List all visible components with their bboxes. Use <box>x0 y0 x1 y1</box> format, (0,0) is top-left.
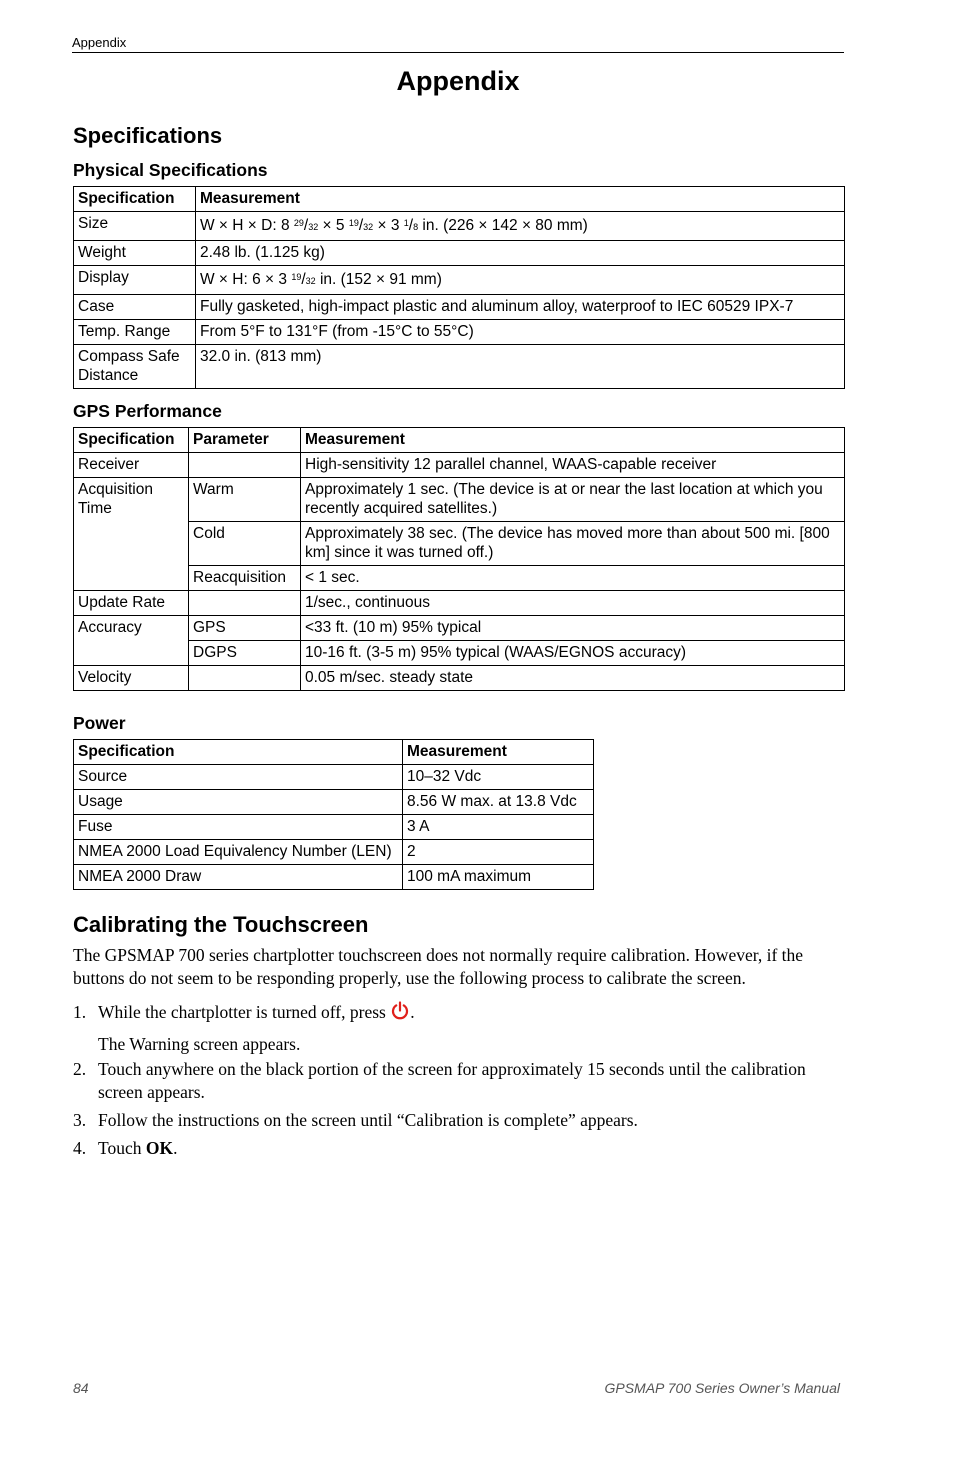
step-text: While the chartplotter is turned off, press <box>98 1002 391 1022</box>
gps-performance-heading: GPS Performance <box>73 401 222 421</box>
step-number: 2. <box>73 1059 87 1079</box>
spec-cell: Usage <box>74 790 403 815</box>
spec-cell: NMEA 2000 Draw <box>74 865 403 890</box>
measurement-cell: 10–32 Vdc <box>403 765 594 790</box>
spec-cell: Fuse <box>74 815 403 840</box>
table-row <box>74 453 845 478</box>
ok-label: OK <box>145 1138 174 1158</box>
table-row <box>74 478 845 522</box>
measurement-cell: 0.05 m/sec. steady state <box>301 666 845 691</box>
measurement-cell: 2 <box>403 840 594 865</box>
measurement-cell: 1/sec., continuous <box>301 591 845 616</box>
step-3 <box>73 1109 833 1132</box>
table-row <box>74 212 845 241</box>
measurement-cell: 32.0 in. (813 mm) <box>196 345 845 389</box>
measurement-cell: From 5°F to 131°F (from -15°C to 55°C) <box>196 320 845 345</box>
spec-cell: Size <box>74 212 196 241</box>
measurement-cell: Approximately 1 sec. (The device is at or near the last location at which you recently acquired satellites.) <box>301 478 845 522</box>
physical-specs-table <box>73 186 845 389</box>
specifications-heading: Specifications <box>73 123 223 148</box>
table-row <box>74 566 845 591</box>
column-header: Measurement <box>301 428 845 453</box>
table-header-row <box>74 187 845 212</box>
param-cell <box>189 591 301 616</box>
page-title: Appendix <box>396 66 520 96</box>
measurement-cell: Approximately 38 sec. (The device has moved more than about 500 mi. [800 km] since it was turned off.) <box>301 522 845 566</box>
measurement-cell: 3 A <box>403 815 594 840</box>
table-header-row <box>74 428 845 453</box>
step-text: Touch anywhere on the black portion of the screen for approximately 15 seconds until the calibration screen appears. <box>98 1059 806 1102</box>
measurement-cell: < 1 sec. <box>301 566 845 591</box>
spec-cell: Receiver <box>74 453 189 478</box>
power-table <box>73 739 594 890</box>
column-header: Parameter <box>189 428 301 453</box>
table-row <box>74 641 845 666</box>
power-heading: Power <box>73 713 126 733</box>
spec-cell: Velocity <box>74 666 189 691</box>
measurement-cell: Fully gasketed, high-impact plastic and aluminum alloy, waterproof to IEC 60529 IPX-7 <box>196 295 845 320</box>
measurement-cell: 100 mA maximum <box>403 865 594 890</box>
table-header-row <box>74 740 594 765</box>
measurement-cell: <33 ft. (10 m) 95% typical <box>301 616 845 641</box>
table-row <box>74 591 845 616</box>
spec-cell: Temp. Range <box>74 320 196 345</box>
spec-cell: Accuracy <box>74 616 189 666</box>
step-1: 1. While the chartplotter is turned off, press . The Warning screen appears. <box>73 1001 833 1056</box>
column-header: Measurement <box>403 740 594 765</box>
table-row <box>74 320 845 345</box>
table-row <box>74 790 594 815</box>
table-row <box>74 865 594 890</box>
step-text: Follow the instructions on the screen until “Calibration is complete” appears. <box>98 1110 638 1130</box>
spec-cell: Acquisition Time <box>74 478 189 591</box>
table-row <box>74 815 594 840</box>
table-row <box>74 616 845 641</box>
table-row <box>74 666 845 691</box>
column-header: Measurement <box>196 187 845 212</box>
measurement-cell: 8.56 W max. at 13.8 Vdc <box>403 790 594 815</box>
manual-title: GPSMAP 700 Series Owner’s Manual <box>604 1380 840 1396</box>
table-row <box>74 345 845 389</box>
spec-cell: Weight <box>74 241 196 266</box>
column-header: Specification <box>74 740 403 765</box>
param-cell <box>189 453 301 478</box>
param-cell: GPS <box>189 616 301 641</box>
table-row <box>74 241 845 266</box>
spec-cell: Update Rate <box>74 591 189 616</box>
column-header: Specification <box>74 187 196 212</box>
param-cell: Reacquisition <box>189 566 301 591</box>
spec-cell: NMEA 2000 Load Equivalency Number (LEN) <box>74 840 403 865</box>
step-note: The Warning screen appears. <box>98 1034 301 1054</box>
page-number: 84 <box>73 1380 89 1396</box>
table-row <box>74 522 845 566</box>
running-head: Appendix <box>72 35 844 53</box>
step-number: 3. <box>73 1110 87 1130</box>
spec-cell: Source <box>74 765 403 790</box>
param-cell <box>189 666 301 691</box>
measurement-cell: W × H: 6 × 3 $^{19}$/32 in. (152 × 91 mm) <box>196 266 845 295</box>
calibration-intro: The GPSMAP 700 series chartplotter touchscreen does not normally require calibration. However, if the buttons do not seem to be responding properly, use the following process to calibrate the screen. <box>73 945 804 988</box>
param-cell: Cold <box>189 522 301 566</box>
column-header: Specification <box>74 428 189 453</box>
step-text: Touch <box>98 1138 146 1158</box>
param-cell: DGPS <box>189 641 301 666</box>
step-2 <box>73 1058 833 1104</box>
gps-performance-table <box>73 427 845 691</box>
measurement-cell: 10-16 ft. (3-5 m) 95% typical (WAAS/EGNOS accuracy) <box>301 641 845 666</box>
measurement-cell: High-sensitivity 12 parallel channel, WAAS-capable receiver <box>301 453 845 478</box>
step-number: 4. <box>73 1138 87 1158</box>
measurement-cell: 2.48 lb. (1.125 kg) <box>196 241 845 266</box>
physical-specs-heading: Physical Specifications <box>73 160 268 180</box>
table-row <box>74 266 845 295</box>
measurement-cell: W × H × D: 8 $^{29}$/32 × 5 $^{19}$/32 × 3 $^1$/8 in. (226 × 142 × 80 mm) <box>196 212 845 241</box>
power-icon <box>390 1001 410 1027</box>
table-row <box>74 765 594 790</box>
param-cell: Warm <box>189 478 301 522</box>
table-row <box>74 840 594 865</box>
step-number: 1. <box>73 1002 87 1022</box>
spec-cell: Display <box>74 266 196 295</box>
spec-cell: Case <box>74 295 196 320</box>
spec-cell: Compass Safe Distance <box>74 345 196 389</box>
table-row <box>74 295 845 320</box>
calibration-heading: Calibrating the Touchscreen <box>73 912 369 937</box>
step-4: 4. Touch OK. <box>73 1138 178 1158</box>
